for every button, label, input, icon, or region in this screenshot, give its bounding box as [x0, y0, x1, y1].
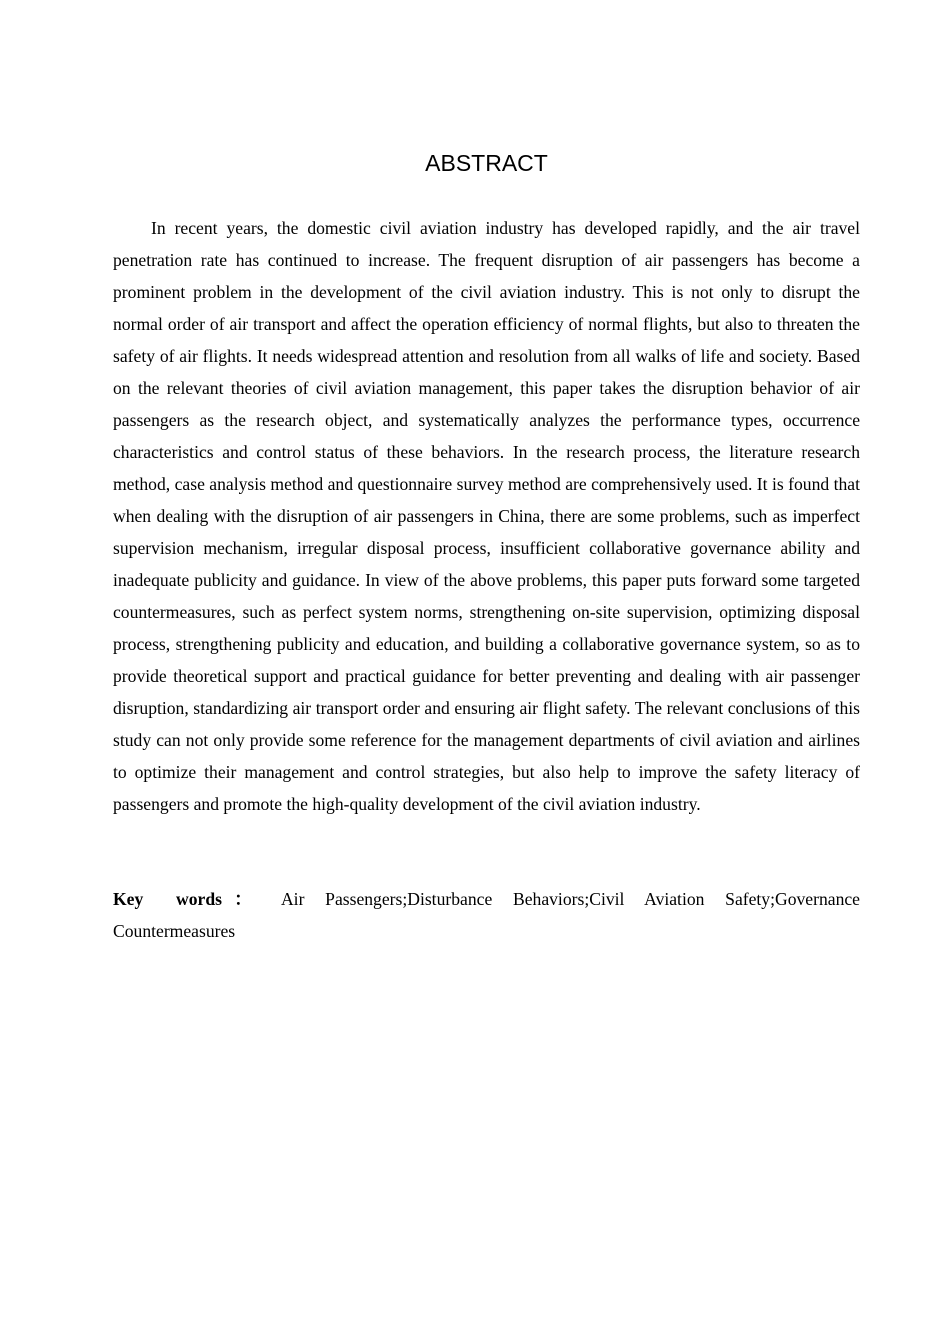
- keywords-values: Air Passengers;Disturbance Behaviors;Civil Aviation Safety;Governance Countermeasures: [113, 889, 860, 941]
- keywords-paragraph: [113, 883, 860, 947]
- keywords-label: Key words：: [113, 889, 265, 909]
- abstract-title: ABSTRACT: [425, 150, 548, 176]
- abstract-body: In recent years, the domestic civil aviation industry has developed rapidly, and the air travel penetration rate has continued to increase. The frequent disruption of air passengers has become a prominent problem in the development of the civil aviation industry. This is not only to disrupt the normal order of air transport and affect the operation efficiency of normal flights, but also to threaten the safety of air flights. It needs widespread attention and resolution from all walks of life and society. Based on the relevant theories of civil aviation management, this paper takes the disruption behavior of air passengers as the research object, and systematically analyzes the performance types, occurrence characteristics and control status of these behaviors. In the research process, the literature research method, case analysis method and questionnaire survey method are comprehensively used. It is found that when dealing with the disruption of air passengers in China, there are some problems, such as imperfect supervision mechanism, irregular disposal process, insufficient collaborative governance ability and inadequate publicity and guidance. In view of the above problems, this paper puts forward some targeted countermeasures, such as perfect system norms, strengthening on-site supervision, optimizing disposal process, strengthening publicity and education, and building a collaborative governance system, so as to provide theoretical support and practical guidance for better preventing and dealing with air passenger disruption, standardizing air transport order and ensuring air flight safety. The relevant conclusions of this study can not only provide some reference for the management departments of civil aviation and airlines to optimize their management and control strategies, but also help to improve the safety literacy of passengers and promote the high-quality development of the civil aviation industry.: [113, 218, 860, 814]
